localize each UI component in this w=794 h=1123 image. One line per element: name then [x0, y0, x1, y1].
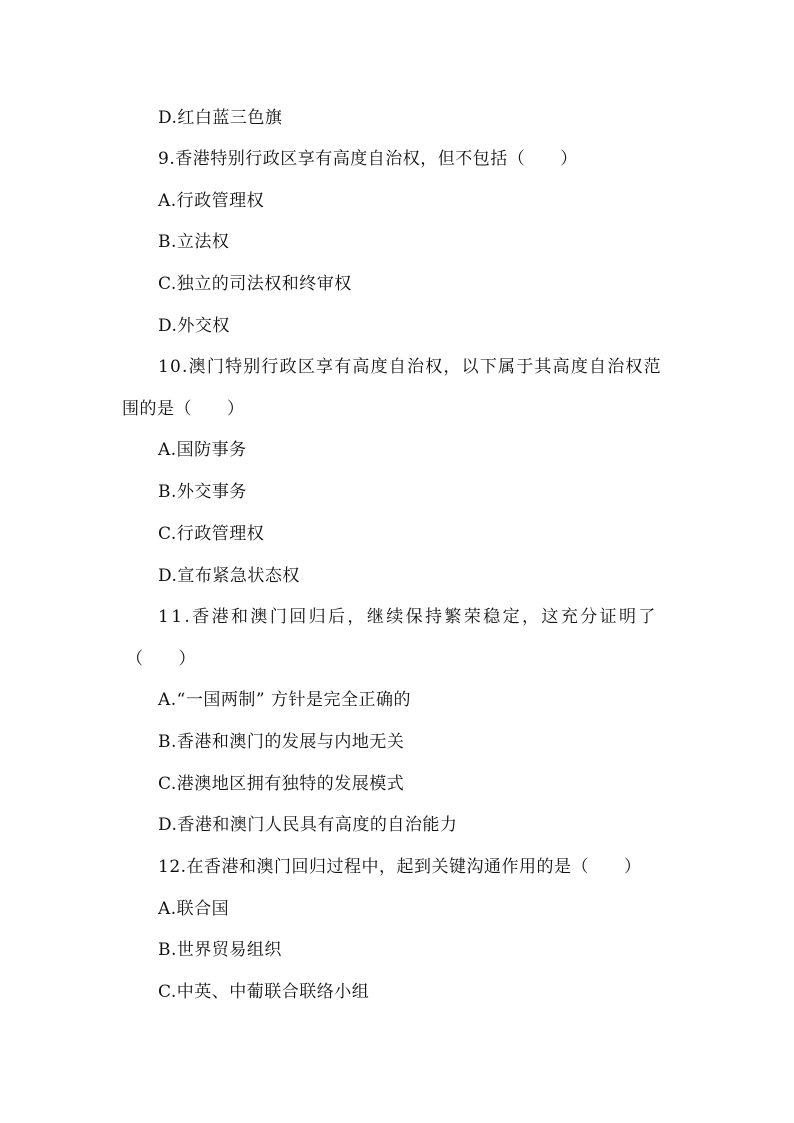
q9-option-d: D.外交权: [158, 316, 230, 336]
q11-option-a: A.“一国两制” 方针是完全正确的: [158, 690, 411, 710]
q10-option-d: D.宣布紧急状态权: [158, 566, 300, 586]
q9-option-a: A.行政管理权: [158, 191, 265, 211]
q10-option-c: C.行政管理权: [158, 524, 265, 544]
q10-option-a: A.国防事务: [158, 440, 247, 460]
q11-option-c: C.港澳地区拥有独特的发展模式: [158, 774, 405, 794]
q8-option-d: D.红白蓝三色旗: [158, 108, 283, 128]
q11-option-d: D.香港和澳门人民具有高度的自治能力: [158, 815, 458, 835]
question-12: 12.在香港和澳门回归过程中，起到关键沟通作用的是（ ）: [158, 857, 642, 877]
q9-option-c: C.独立的司法权和终审权: [158, 274, 352, 294]
q11-option-b: B.香港和澳门的发展与内地无关: [158, 732, 405, 752]
question-10-continued: 围的是（ ）: [122, 399, 245, 419]
q9-option-b: B.立法权: [158, 232, 230, 252]
q10-option-b: B.外交事务: [158, 482, 247, 502]
q12-option-c: C.中英、中葡联合联络小组: [158, 982, 370, 1002]
question-11-continued: （ ）: [126, 649, 196, 669]
q12-option-a: A.联合国: [158, 899, 230, 919]
question-10: 10.澳门特别行政区享有高度自治权，以下属于其高度自治权范: [158, 357, 662, 377]
question-11: 11.香港和澳门回归后，继续保持繁荣稳定，这充分证明了: [158, 607, 658, 627]
q12-option-b: B.世界贸易组织: [158, 940, 282, 960]
question-9: 9.香港特别行政区享有高度自治权，但不包括（ ）: [158, 149, 578, 169]
